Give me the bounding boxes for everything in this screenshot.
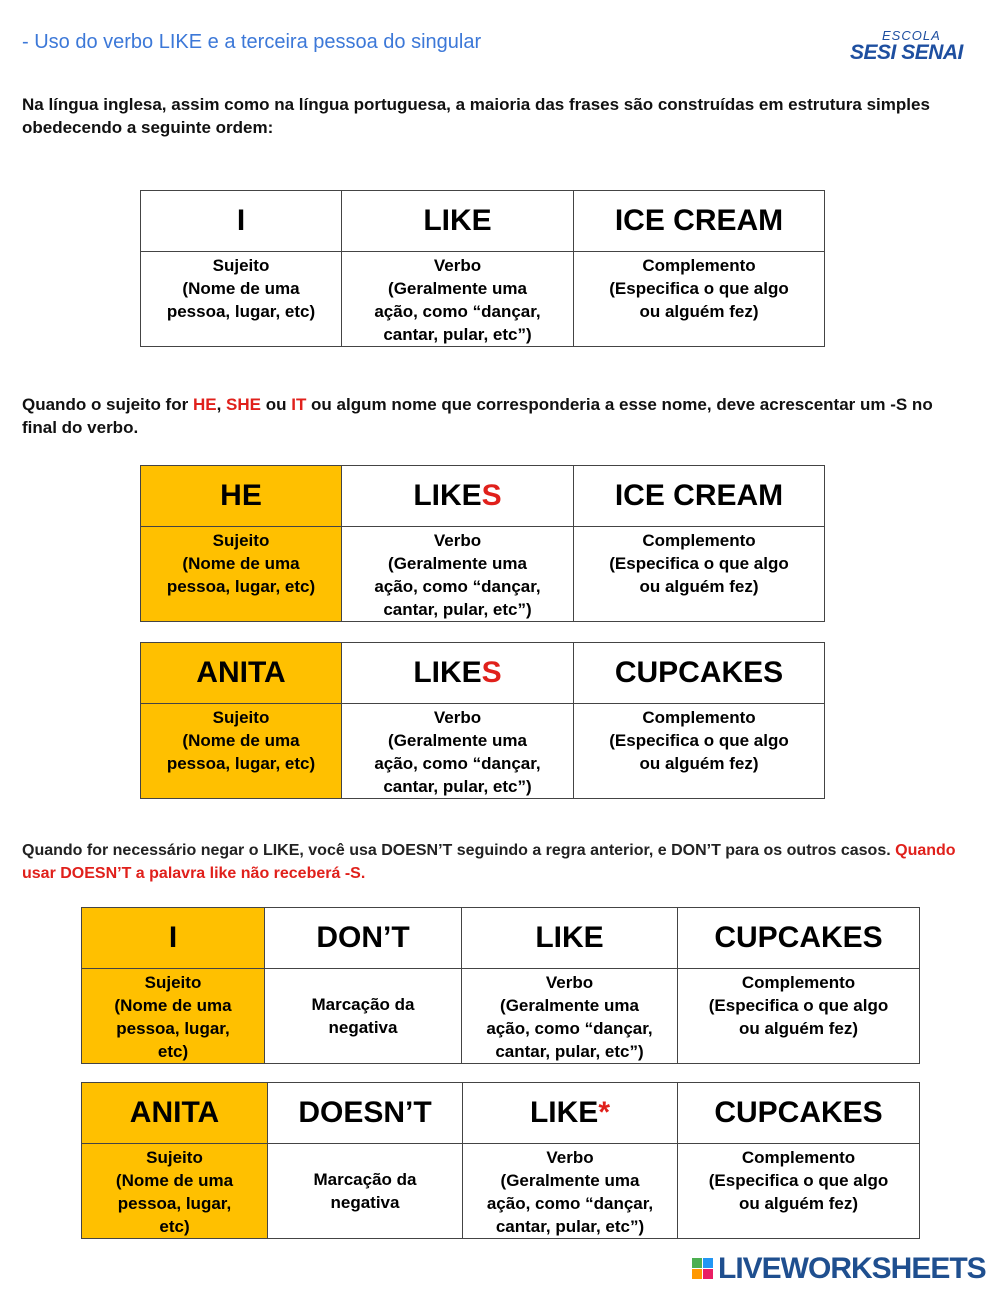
verb-cell: LIKES — [342, 466, 574, 527]
page-title: - Uso do verbo LIKE e a terceira pessoa do singular — [22, 31, 482, 53]
rule-negative-paragraph: Quando for necessário negar o LIKE, você usa DOESN’T seguindo a regra anterior, e DON’T para os outros casos. Quando usar DOESN’T a palavra like não receberá -S. — [22, 842, 956, 882]
verb-description: Verbo (Geralmente uma ação, como “dançar, cantar, pular, etc”) — [463, 1144, 678, 1239]
sentence-table-i-dont-like-cupcakes — [81, 907, 920, 1064]
intro-paragraph: Na língua inglesa, assim como na língua portuguesa, a maioria das frases são construídas em estrutura simples obedecendo a seguinte ordem: — [22, 95, 930, 137]
sesi-senai-logo — [850, 28, 980, 68]
verb-description: Verbo (Geralmente uma ação, como “dançar, cantar, pular, etc”) — [342, 527, 574, 622]
auxiliary-cell: DON’T — [265, 908, 462, 969]
sentence-table-anita-doesnt-like-cupcakes — [81, 1082, 920, 1239]
verb-cell: LIKE* — [463, 1083, 678, 1144]
subject-description: Sujeito (Nome de uma pessoa, lugar, etc) — [141, 704, 342, 799]
complement-description: Complemento (Especifica o que algo ou alguém fez) — [678, 969, 920, 1064]
subject-description: Sujeito (Nome de uma pessoa, lugar, etc) — [141, 252, 342, 347]
rule-third-person-paragraph: Quando o sujeito for HE, SHE ou IT ou algum nome que corresponderia a esse nome, deve acrescentar um -S no final do verbo. — [22, 395, 933, 437]
subject-cell: I — [82, 908, 265, 969]
verb-description: Verbo (Geralmente uma ação, como “dançar, cantar, pular, etc”) — [342, 252, 574, 347]
sentence-table-anita-likes-cupcakes — [140, 642, 825, 799]
subject-cell: HE — [141, 466, 342, 527]
liveworksheets-logo — [692, 1252, 992, 1286]
verb-description: Verbo (Geralmente uma ação, como “dançar, cantar, pular, etc”) — [342, 704, 574, 799]
liveworksheets-logo-text: LIVEWORKSHEETS — [718, 1252, 986, 1285]
subject-cell: ANITA — [141, 643, 342, 704]
complement-cell: CUPCAKES — [574, 643, 825, 704]
logo-brand-text: SESI SENAI — [850, 41, 963, 64]
subject-description: Sujeito (Nome de uma pessoa, lugar, etc) — [82, 969, 265, 1064]
complement-cell: CUPCAKES — [678, 1083, 920, 1144]
negative-description: Marcação da negativa — [265, 969, 462, 1064]
subject-cell: I — [141, 191, 342, 252]
sentence-table-i-like-ice-cream — [140, 190, 825, 347]
complement-description: Complemento (Especifica o que algo ou alguém fez) — [678, 1144, 920, 1239]
complement-description: Complemento (Especifica o que algo ou alguém fez) — [574, 704, 825, 799]
verb-cell: LIKE — [342, 191, 574, 252]
verb-cell: LIKES — [342, 643, 574, 704]
verb-suffix: S — [481, 656, 502, 689]
complement-cell: CUPCAKES — [678, 908, 920, 969]
complement-description: Complemento (Especifica o que algo ou alguém fez) — [574, 252, 825, 347]
complement-description: Complemento (Especifica o que algo ou alguém fez) — [574, 527, 825, 622]
auxiliary-cell: DOESN’T — [268, 1083, 463, 1144]
verb-description: Verbo (Geralmente uma ação, como “dançar, cantar, pular, etc”) — [462, 969, 678, 1064]
verb-asterisk: * — [598, 1096, 611, 1129]
subject-description: Sujeito (Nome de uma pessoa, lugar, etc) — [82, 1144, 268, 1239]
subject-cell: ANITA — [82, 1083, 268, 1144]
verb-suffix: S — [481, 479, 502, 512]
negative-description: Marcação da negativa — [268, 1144, 463, 1239]
logo-escola-text: ESCOLA — [882, 28, 941, 43]
complement-cell: ICE CREAM — [574, 191, 825, 252]
liveworksheets-logo-icon — [692, 1258, 714, 1280]
sentence-table-he-likes-ice-cream — [140, 465, 825, 622]
subject-description: Sujeito (Nome de uma pessoa, lugar, etc) — [141, 527, 342, 622]
complement-cell: ICE CREAM — [574, 466, 825, 527]
verb-cell: LIKE — [462, 908, 678, 969]
